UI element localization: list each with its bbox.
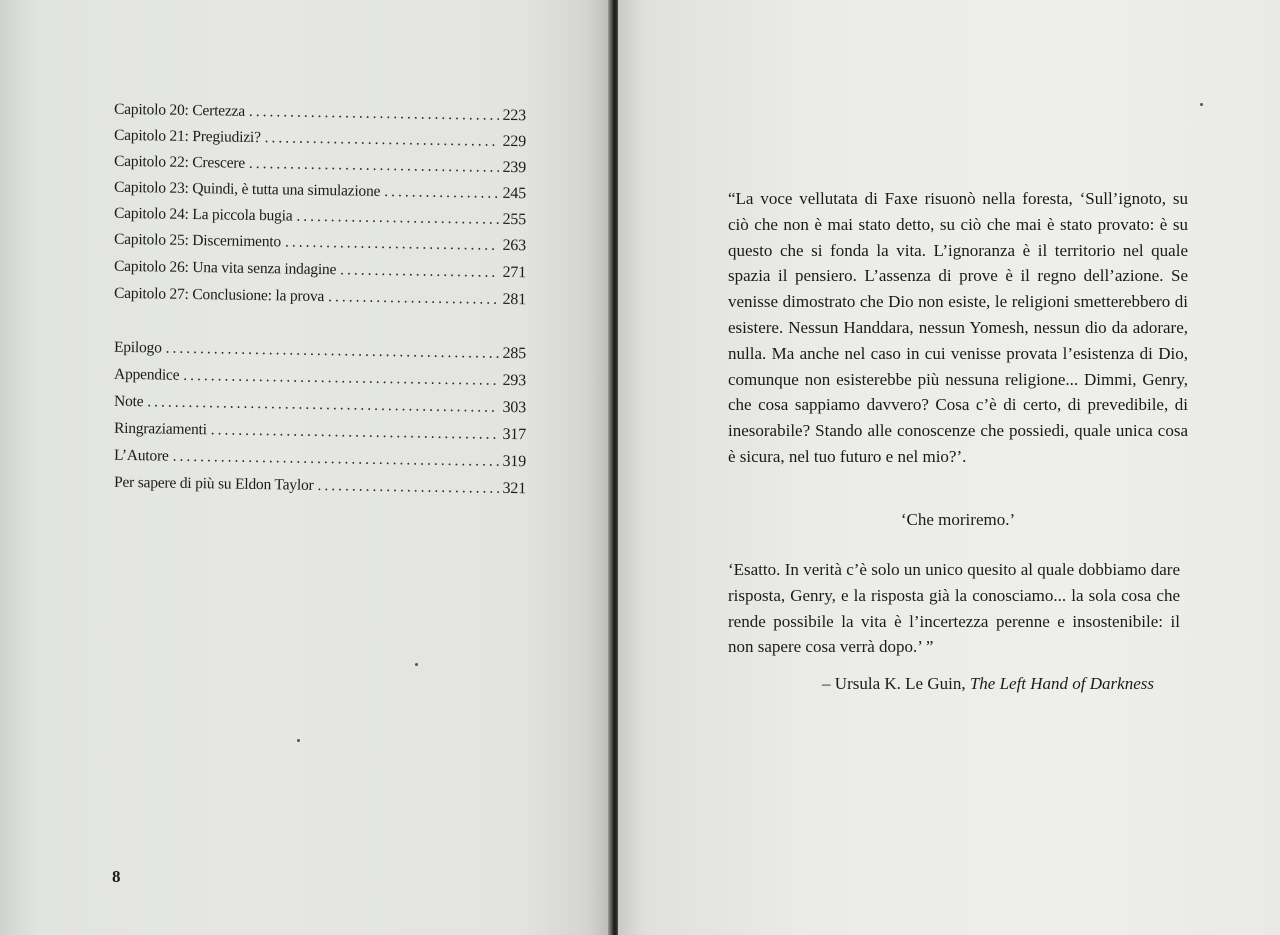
toc-entry-page: 271 [502,263,527,282]
toc-entry-label: Note [113,392,144,411]
toc-leader-dots [166,340,499,363]
toc-entry-page: 303 [502,398,527,417]
toc-entry-page: 321 [502,479,527,498]
toc-leader-dots [183,367,498,390]
toc-entry-label: Capitolo 23: Quindi, è tutta una simulazione [113,178,381,200]
toc-entry-page: 281 [502,290,527,309]
toc-entry-page: 245 [502,184,527,203]
toc-entry [114,101,526,125]
paper-speck [415,663,418,666]
toc-entry [114,127,526,151]
toc-entry-label: Capitolo 27: Conclusione: la prova [113,284,325,306]
toc-entry-label: Capitolo 21: Pregiudizi? [113,126,261,147]
toc-entry [114,231,526,255]
epigraph-conclusion: ‘Esatto. In verità c’è solo un unico quesito al quale dobbiamo dare risposta, Genry, e la risposta già la conosciamo... la sola cosa che rende possibile la vita è l’incertezza perenne e insostenibile: il non sapere cosa verrà dopo.’ ” [728,560,1180,657]
toc-entry-label: Per sapere di più su Eldon Taylor [113,473,314,494]
toc-entry [114,205,526,229]
toc-entry-page: 319 [502,452,527,471]
toc-leader-dots [249,103,499,125]
toc-entry [114,393,526,417]
toc-entry-page: 317 [502,425,527,444]
toc-entry-label: Capitolo 25: Discernimento [113,230,282,251]
page-number: 8 [112,867,121,886]
left-page [0,0,612,935]
toc-leader-dots [296,208,498,229]
toc-leader-dots [285,233,499,254]
toc-leader-dots [265,129,499,151]
toc-entry [114,474,526,498]
toc-entry-label: Capitolo 24: La piccola bugia [113,204,293,225]
toc-entry-page: 255 [502,210,527,229]
toc-entry-label: Capitolo 20: Certezza [113,100,246,120]
epigraph-text: “La voce vellutata di Faxe risuonò nella foresta, ‘Sull’ignoto, su ciò che non è mai stato detto, su ciò che mai è stato provato: è su questo che si fonda la vita. L’ignoranza è il territorio nel quale spazia il pensiero. L’assenza di prove è il regno dell’azione. Se venisse dimostrato che Dio non esiste, le religioni smetterebbero di esistere. Nessun Handdara, nessun Yomesh, nessun dio da adorare, nulla. Ma anche nel caso in cui venisse provata l’esistenza di Dio, comunque non esisterebbe più nessuna religione... Dimmi, Genry, che cosa sappiamo davvero? Cosa c’è di certo, di prevedibile, di inesorabile? Stando alle conoscenze che possiedi, quale unica cosa è sicura, nel tuo futuro e nel mio?’. [728,189,1188,466]
toc-leader-dots [340,261,499,281]
toc-leader-dots [211,421,499,444]
attribution-author: – Ursula K. Le Guin, [822,674,970,693]
toc-entry-label: Appendice [113,365,180,384]
toc-entry-page: 293 [502,371,527,390]
paper-speck [297,739,300,742]
toc-entry [114,285,526,309]
toc-leader-dots [384,183,499,203]
toc-entry-page: 263 [502,236,527,255]
toc-leader-dots [249,155,499,177]
toc-entry [114,366,526,390]
toc-entry [114,153,526,177]
toc-entry-label: Capitolo 22: Crescere [113,152,246,172]
toc-entry-page: 285 [502,344,527,363]
toc-entry [114,339,526,363]
paper-speck [1200,103,1203,106]
toc-leader-dots [317,477,498,498]
toc-entry [114,258,526,282]
toc-entry-label: L’Autore [113,446,169,465]
toc-entry-page: 229 [502,132,527,151]
toc-entry [114,420,526,444]
toc-entry [114,447,526,471]
toc-entry-page: 239 [502,158,527,177]
epigraph-response: ‘Che moriremo.’ [900,510,1016,529]
toc-entry [114,179,526,203]
toc-leader-dots [173,448,499,471]
toc-entry-label: Capitolo 26: Una vita senza indagine [113,257,337,279]
toc-entry-label: Epilogo [113,338,162,357]
toc-entry-page: 223 [502,106,527,125]
toc-leader-dots [147,393,498,417]
toc-entry-label: Ringraziamenti [113,419,207,439]
epigraph-attribution [700,674,1154,694]
epigraph-quote [728,186,1188,470]
toc-leader-dots [328,288,499,309]
attribution-book-title: The Left Hand of Darkness [969,674,1154,693]
